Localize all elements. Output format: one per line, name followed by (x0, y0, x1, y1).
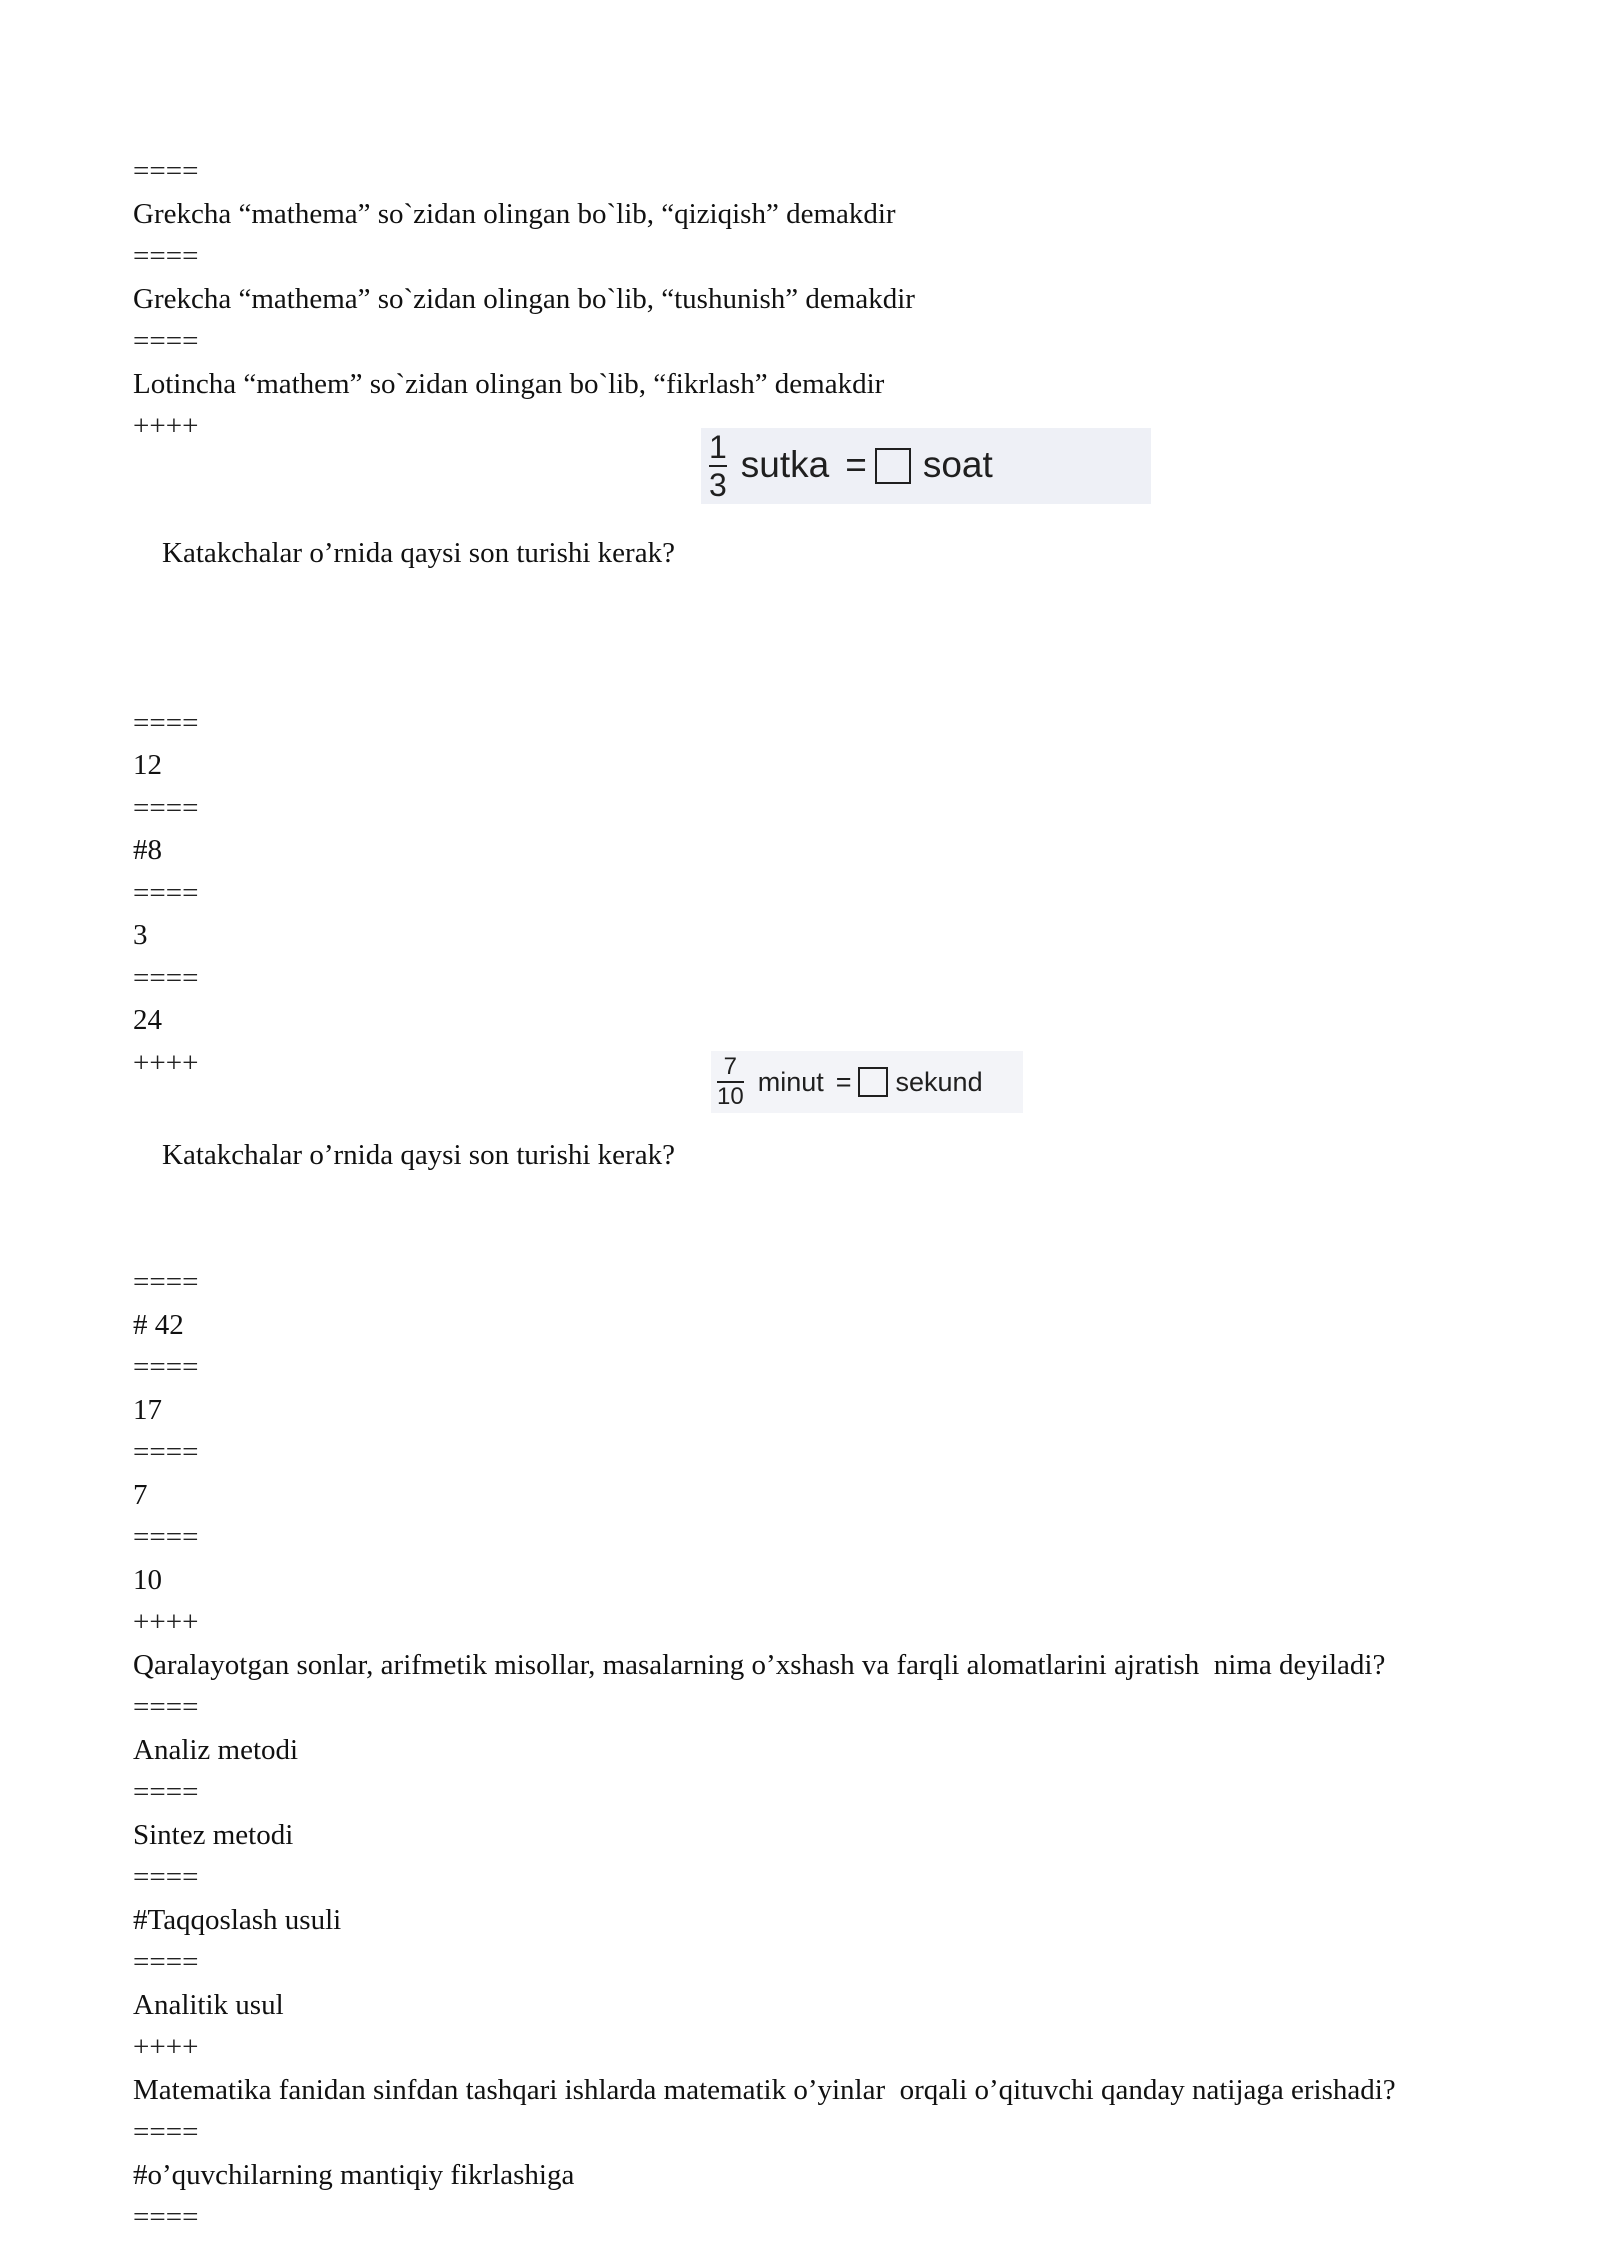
unit-left: sutka (740, 444, 830, 486)
fraction-denominator: 10 (717, 1083, 744, 1110)
option-text: 24 (133, 1004, 162, 1036)
fraction-numerator: 7 (723, 1053, 738, 1080)
question-separator: ++++ (133, 1606, 199, 1638)
question-2-figure (711, 1051, 1023, 1113)
separator: ==== (133, 2116, 199, 2148)
separator: ==== (133, 1266, 199, 1298)
fraction-numerator: 1 (709, 428, 727, 465)
question-1-text (133, 428, 1473, 660)
option-text: Lotincha “mathem” so`zidan olingan bo`lib, “fikrlash” demakdir (133, 367, 885, 400)
option-text: 17 (133, 1393, 162, 1426)
separator: ==== (133, 325, 199, 357)
equals-sign: = (835, 1066, 852, 1097)
separator: ==== (133, 1436, 199, 1468)
document-page (133, 150, 1473, 2239)
question-separator: ++++ (133, 1046, 199, 1079)
equals-sign: = (845, 444, 867, 486)
option-text: Grekcha “mathema” so`zidan olingan bo`lib, “tushunish” demakdir (133, 282, 915, 315)
unit-right: soat (922, 444, 993, 486)
question-2-label: Katakchalar o’rnida qaysi son turishi kerak? (162, 1138, 675, 1171)
separator: ==== (133, 706, 199, 739)
question-4-text: Matematika fanidan sinfdan tashqari ishlarda matematik o’yinlar orqali o’qituvchi qanday natijaga erishadi? (133, 2073, 1396, 2106)
fraction (709, 428, 727, 503)
option-text: 12 (133, 749, 162, 781)
question-1-figure (701, 428, 1151, 504)
option-text: 3 (133, 919, 148, 951)
question-1-label: Katakchalar o’rnida qaysi son turishi kerak? (162, 537, 675, 569)
unit-right: sekund (895, 1066, 983, 1097)
option-text: Analiz metodi (133, 1733, 299, 1766)
separator: ==== (133, 240, 199, 272)
separator: ==== (133, 1946, 199, 1978)
unit-left: minut (757, 1066, 824, 1097)
option-text: #Taqqoslash usuli (133, 1903, 342, 1936)
separator: ==== (133, 791, 199, 824)
question-separator: ++++ (133, 410, 199, 442)
option-text: Grekcha “mathema” so`zidan olingan bo`lib, “qiziqish” demakdir (133, 197, 896, 230)
question-separator: ++++ (133, 2031, 199, 2063)
option-text: 10 (133, 1563, 162, 1596)
option-text: # 42 (133, 1308, 184, 1341)
fraction (717, 1055, 744, 1109)
separator: ==== (133, 1776, 199, 1808)
option-text: #o’quvchilarning mantiqiy fikrlashiga (133, 2158, 575, 2191)
option-text: #8 (133, 834, 162, 866)
separator: ==== (133, 1351, 199, 1383)
separator: ==== (133, 1861, 199, 1893)
separator: ==== (133, 1521, 199, 1553)
separator: ==== (133, 155, 199, 187)
question-3-text: Qaralayotgan sonlar, arifmetik misollar, masalarning o’xshash va farqli alomatlarini ajratish nima deyiladi? (133, 1648, 1386, 1681)
separator: ==== (133, 2201, 199, 2233)
option-text: Analitik usul (133, 1988, 284, 2021)
fraction-denominator: 3 (709, 466, 727, 503)
blank-box-icon (875, 448, 911, 484)
option-text: 7 (133, 1478, 148, 1511)
separator: ==== (133, 876, 199, 909)
separator: ==== (133, 961, 199, 994)
option-text: Sintez metodi (133, 1818, 294, 1851)
question-2-text (133, 1053, 1473, 1261)
separator: ==== (133, 1691, 199, 1723)
blank-box-icon (858, 1067, 888, 1097)
